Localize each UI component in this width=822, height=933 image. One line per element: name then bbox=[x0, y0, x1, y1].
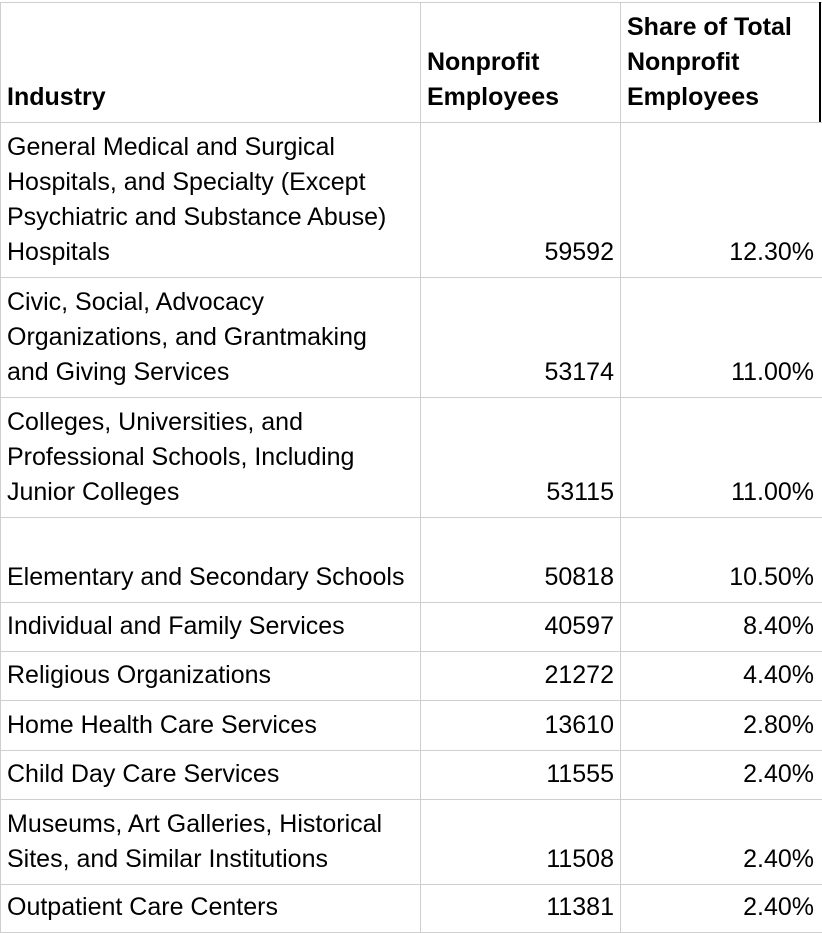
share-cell[interactable]: 10.50% bbox=[729, 563, 814, 591]
employees-cell[interactable]: 53174 bbox=[544, 358, 614, 386]
share-cell[interactable]: 2.40% bbox=[743, 893, 814, 921]
share-cell[interactable]: 12.30% bbox=[729, 238, 814, 266]
employees-cell[interactable]: 40597 bbox=[544, 612, 614, 640]
header-share-of-total[interactable]: Share of Total Nonprofit Employees bbox=[627, 13, 792, 111]
industry-cell[interactable]: Elementary and Secondary Schools bbox=[7, 563, 405, 591]
industry-cell[interactable]: Civic, Social, Advocacy Organizations, and Grantmaking and Giving Services bbox=[7, 288, 367, 386]
share-cell[interactable]: 11.00% bbox=[731, 478, 814, 506]
employees-cell[interactable]: 21272 bbox=[544, 661, 614, 689]
industry-cell[interactable]: General Medical and Surgical Hospitals, and Specialty (Except Psychiatric and Substance Abuse) Hospitals bbox=[7, 133, 387, 266]
share-cell[interactable]: 8.40% bbox=[743, 612, 814, 640]
industry-cell[interactable]: Museums, Art Galleries, Historical Sites, and Similar Institutions bbox=[7, 810, 383, 873]
share-cell[interactable]: 11.00% bbox=[731, 358, 814, 386]
industry-cell[interactable]: Religious Organizations bbox=[7, 661, 272, 689]
industry-cell[interactable]: Colleges, Universities, and Professional Schools, Including Junior Colleges bbox=[7, 408, 355, 506]
share-cell[interactable]: 2.40% bbox=[743, 760, 814, 788]
share-cell[interactable]: 2.80% bbox=[743, 711, 814, 739]
industry-cell[interactable]: Home Health Care Services bbox=[7, 711, 317, 739]
employees-cell[interactable]: 11508 bbox=[546, 845, 614, 873]
industry-cell[interactable]: Outpatient Care Centers bbox=[7, 893, 278, 921]
employees-cell[interactable]: 59592 bbox=[544, 238, 614, 266]
industry-cell[interactable]: Individual and Family Services bbox=[7, 612, 345, 640]
employees-cell[interactable]: 53115 bbox=[546, 478, 614, 506]
employees-cell[interactable]: 11381 bbox=[546, 893, 614, 921]
industry-cell[interactable]: Child Day Care Services bbox=[7, 760, 280, 788]
share-cell[interactable]: 4.40% bbox=[743, 661, 814, 689]
employees-cell[interactable]: 50818 bbox=[544, 563, 614, 591]
header-nonprofit-employees[interactable]: Nonprofit Employees bbox=[427, 48, 560, 111]
share-cell[interactable]: 2.40% bbox=[743, 845, 814, 873]
employees-cell[interactable]: 11555 bbox=[546, 760, 614, 788]
employees-cell[interactable]: 13610 bbox=[544, 711, 614, 739]
header-industry[interactable]: Industry bbox=[7, 83, 106, 111]
